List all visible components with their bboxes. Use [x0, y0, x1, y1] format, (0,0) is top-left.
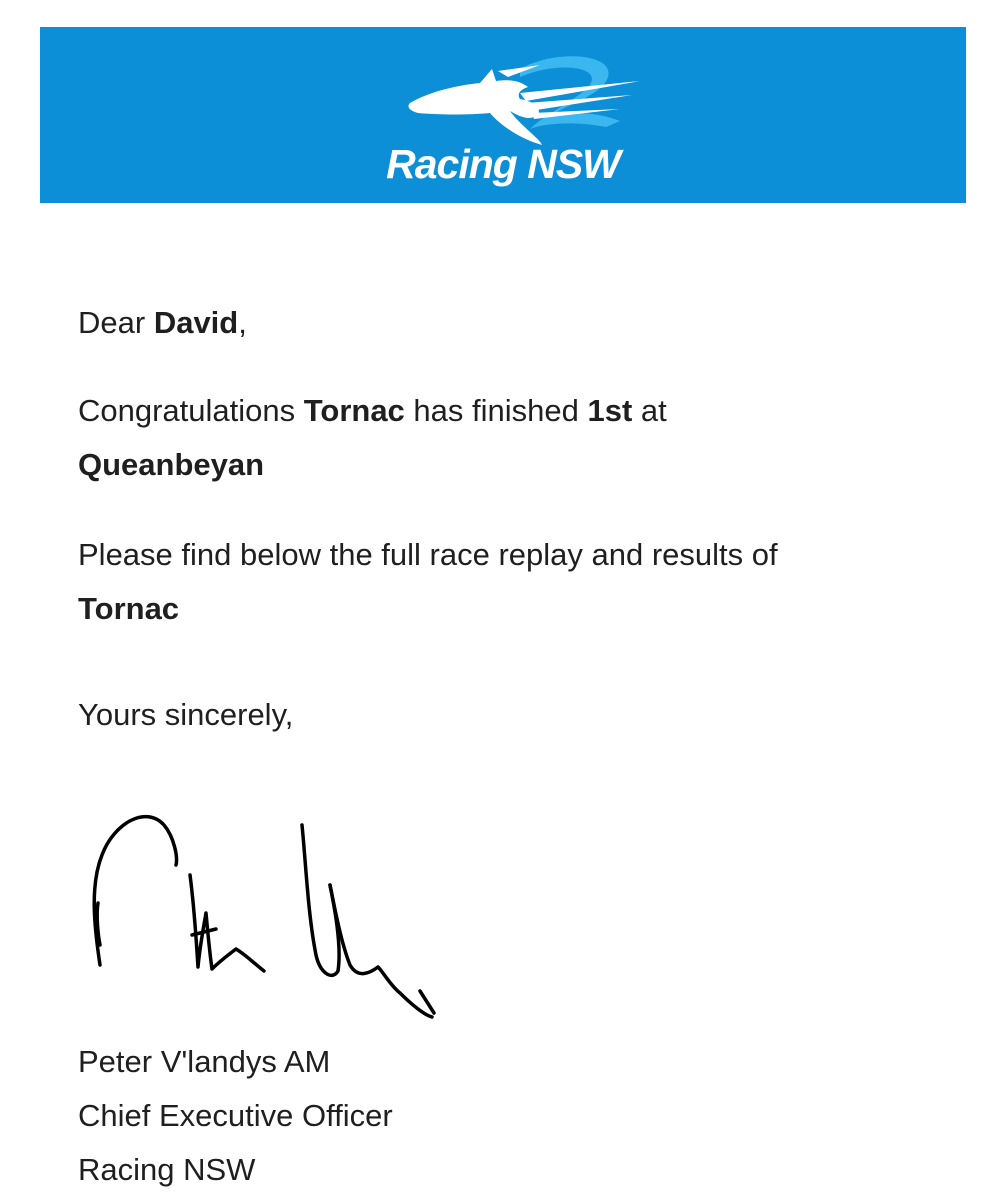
congratulations-paragraph	[78, 384, 898, 492]
replay-paragraph	[78, 528, 898, 636]
salutation-prefix: Dear	[78, 305, 154, 340]
closing: Yours sincerely,	[78, 697, 294, 732]
signatory-title: Chief Executive Officer	[78, 1098, 393, 1133]
congrats-middle: has finished	[404, 393, 588, 428]
signatory-name: Peter V'landys AM	[78, 1044, 331, 1079]
salutation-suffix: ,	[238, 305, 247, 340]
header-banner	[40, 27, 966, 203]
venue-name: Queanbeyan	[78, 447, 265, 482]
salutation	[78, 296, 247, 350]
finish-position: 1st	[587, 393, 633, 428]
signoff-block	[78, 1035, 393, 1197]
replay-text: Please find below the full race replay and results of	[78, 537, 778, 572]
logo-wordmark: Racing NSW	[386, 141, 620, 187]
recipient-name: David	[153, 305, 239, 340]
signatory-organization: Racing NSW	[78, 1152, 256, 1187]
congrats-at: at	[632, 393, 667, 428]
racehorse-logo-icon	[370, 41, 650, 151]
horse-name: Tornac	[303, 393, 405, 428]
replay-horse-name: Tornac	[78, 591, 180, 626]
congrats-prefix: Congratulations	[78, 393, 304, 428]
handwritten-signature-icon	[80, 795, 460, 1035]
